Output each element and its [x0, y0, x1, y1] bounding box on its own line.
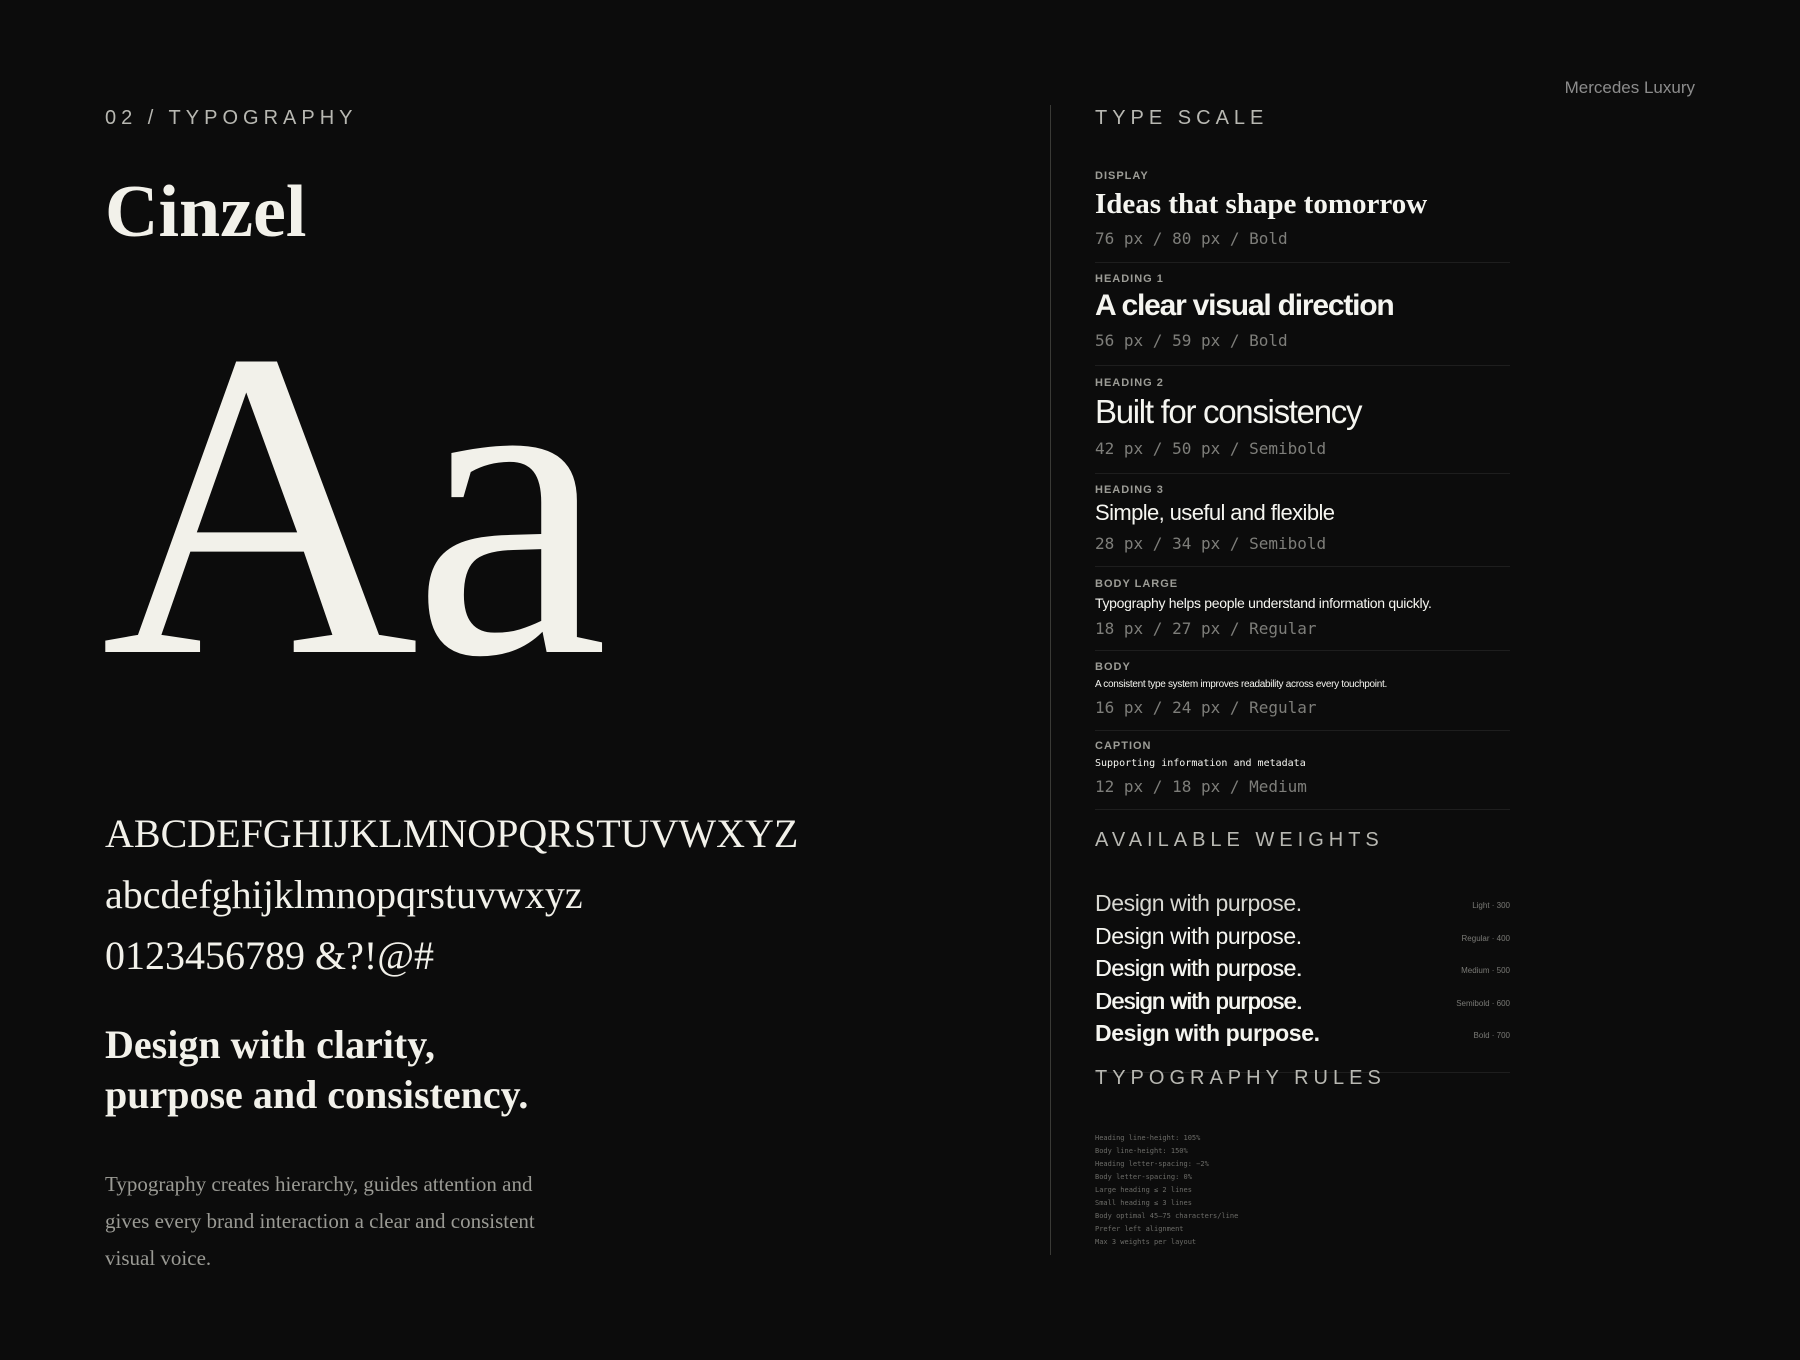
weight-tag: Regular · 400 [1461, 934, 1510, 943]
scale-sample: A clear visual direction [1095, 289, 1394, 322]
weight-row-medium [1095, 955, 1510, 988]
typography-rules-list [1095, 1132, 1238, 1249]
weight-sample: Design with purpose. [1095, 890, 1302, 916]
weight-sample: Design with purpose. [1095, 1020, 1320, 1046]
section-label: 02 / TYPOGRAPHY [105, 107, 358, 129]
scale-sample: Ideas that shape tomorrow [1095, 188, 1428, 220]
weight-tag: Medium · 500 [1461, 966, 1510, 975]
rule-item: Body optimal 45–75 characters/line [1095, 1212, 1239, 1220]
rule-item: Large heading ≤ 2 lines [1095, 1186, 1192, 1194]
rule-item: Heading line-height: 105% [1095, 1134, 1201, 1142]
weight-sample: Design with purpose. [1095, 923, 1302, 949]
scale-spec: 16 px / 24 px / Regular [1095, 698, 1317, 717]
scale-row-body [1095, 661, 1510, 731]
scale-row-display [1095, 170, 1510, 263]
scale-row-heading-2 [1095, 377, 1510, 474]
rule-item: Max 3 weights per layout [1095, 1238, 1197, 1246]
rule-item: Prefer left alignment [1095, 1225, 1184, 1233]
scale-sample: Typography helps people understand information quickly. [1095, 595, 1432, 611]
typography-rules-label: TYPOGRAPHY RULES [1095, 1067, 1386, 1089]
lowercase-set: abcdefghijklmnopqrstuvwxyz [105, 872, 583, 917]
weight-tag: Bold · 700 [1473, 1031, 1510, 1040]
rule-item: Body letter-spacing: 0% [1095, 1173, 1192, 1181]
type-scale-label: TYPE SCALE [1095, 107, 1269, 129]
weight-row-bold [1095, 1020, 1510, 1073]
scale-row-caption [1095, 740, 1510, 810]
headline [105, 1020, 665, 1120]
weight-sample: Design with purpose. [1095, 955, 1302, 981]
scale-tag: HEADING 2 [1095, 377, 1164, 389]
headline-line-1: Design with clarity, [105, 1022, 435, 1067]
weight-tag: Light · 300 [1472, 901, 1510, 910]
scale-spec: 56 px / 59 px / Bold [1095, 331, 1288, 350]
weight-row-semibold [1095, 988, 1510, 1021]
scale-tag: HEADING 3 [1095, 484, 1164, 496]
uppercase-set: ABCDEFGHIJKLMNOPQRSTUVWXYZ [105, 811, 799, 856]
available-weights-label: AVAILABLE WEIGHTS [1095, 829, 1384, 851]
scale-spec: 42 px / 50 px / Semibold [1095, 439, 1327, 458]
scale-sample: Simple, useful and flexible [1095, 500, 1335, 525]
brand-name: Mercedes Luxury [1564, 78, 1695, 97]
rule-item: Heading letter-spacing: −2% [1095, 1160, 1209, 1168]
scale-sample: A consistent type system improves readability across every touchpoint. [1095, 679, 1387, 690]
rule-item: Small heading ≤ 3 lines [1095, 1199, 1192, 1207]
scale-sample: Built for consistency [1095, 393, 1362, 430]
font-name: Cinzel [105, 171, 307, 253]
rule-item: Body line-height: 150% [1095, 1147, 1188, 1155]
scale-tag: BODY [1095, 661, 1131, 673]
column-divider [1050, 105, 1051, 1255]
scale-sample: Supporting information and metadata [1095, 758, 1306, 769]
scale-row-heading-3 [1095, 484, 1510, 567]
scale-spec: 76 px / 80 px / Bold [1095, 229, 1288, 248]
scale-tag: BODY LARGE [1095, 578, 1179, 590]
weight-sample: Design with purpose. [1095, 988, 1302, 1014]
scale-tag: HEADING 1 [1095, 273, 1164, 285]
weight-tag: Semibold · 600 [1456, 999, 1510, 1008]
weight-row-regular [1095, 923, 1510, 956]
scale-tag: DISPLAY [1095, 170, 1149, 182]
headline-line-2: purpose and consistency. [105, 1072, 529, 1117]
scale-row-body-large [1095, 578, 1510, 651]
scale-spec: 28 px / 34 px / Semibold [1095, 534, 1327, 553]
glyph-specimen: Aa [101, 261, 603, 748]
character-set [105, 803, 798, 986]
weight-row-light [1095, 890, 1510, 923]
scale-spec: 12 px / 18 px / Medium [1095, 777, 1307, 796]
description: Typography creates hierarchy, guides attention and gives every brand interaction a clear and consistent visual voice. [105, 1172, 535, 1270]
numerals-set: 0123456789 &?!@# [105, 933, 435, 978]
scale-row-heading-1 [1095, 273, 1510, 366]
scale-tag: CAPTION [1095, 740, 1152, 752]
scale-spec: 18 px / 27 px / Regular [1095, 619, 1317, 638]
